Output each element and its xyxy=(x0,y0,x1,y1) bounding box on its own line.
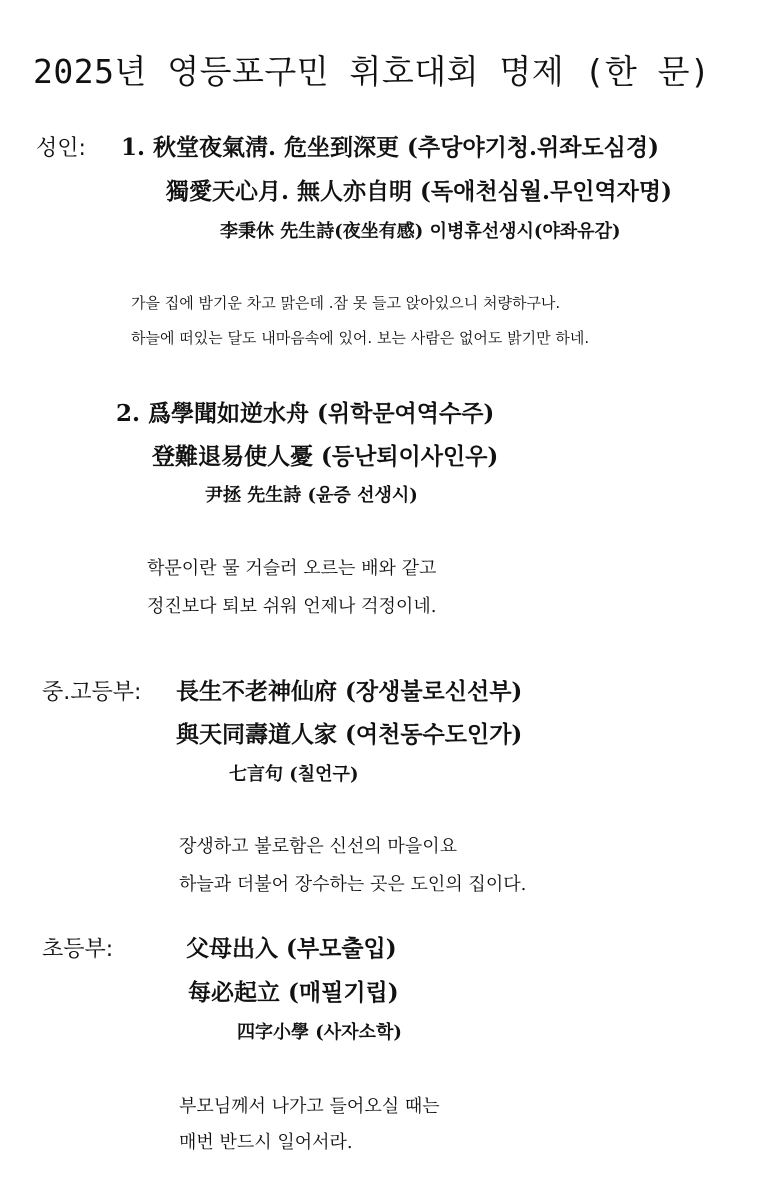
adult-poem2-line2: 登難退易使人憂 (등난퇴이사인우) xyxy=(152,443,499,470)
adult-poem1-translation1: 가을 집에 밤기운 차고 맑은데 .잠 못 들고 앉아있으니 처량하구나. xyxy=(131,294,561,312)
adult-poem2-translation1: 학문이란 물 거슬러 오르는 배와 같고 xyxy=(147,558,437,579)
adult-poem2-author: 尹拯 先生詩 (윤증 선생시) xyxy=(205,485,418,506)
middle-high-line2: 與天同壽道人家 (여천동수도인가) xyxy=(176,721,523,748)
elementary-line1: 父母出入 (부모출입) xyxy=(186,935,397,962)
middle-high-translation1: 장생하고 불로함은 신선의 마을이요 xyxy=(179,836,457,857)
adult-label: 성인: xyxy=(36,136,86,161)
middle-high-author: 七言句 (칠언구) xyxy=(229,764,359,785)
elementary-translation1: 부모님께서 나가고 들어오실 때는 xyxy=(179,1096,440,1117)
page-title: 2025년 영등포구민 휘호대회 명제 (한 문) xyxy=(33,52,711,91)
adult-poem1-translation2: 하늘에 떠있는 달도 내마음속에 있어. 보는 사람은 없어도 밝기만 하네. xyxy=(131,329,590,347)
elementary-translation2: 매번 반드시 일어서라. xyxy=(179,1132,353,1153)
adult-poem1-line1: 1. 秋堂夜氣淸. 危坐到深更 (추당야기청.위좌도심경) xyxy=(121,134,659,161)
middle-high-translation2: 하늘과 더불어 장수하는 곳은 도인의 집이다. xyxy=(179,874,527,895)
adult-poem1-author: 李秉休 先生詩(夜坐有感) 이병휴선생시(야좌유감) xyxy=(220,221,621,242)
middle-high-line1: 長生不老神仙府 (장생불로신선부) xyxy=(176,678,523,705)
adult-poem1-line2: 獨愛天心月. 無人亦自明 (독애천심월.무인역자명) xyxy=(166,178,672,205)
adult-poem2-line1: 2. 爲學聞如逆水舟 (위학문여역수주) xyxy=(116,400,495,427)
elementary-label: 초등부: xyxy=(42,937,114,962)
elementary-author: 四字小學 (사자소학) xyxy=(237,1022,402,1043)
elementary-line2: 每必起立 (매필기립) xyxy=(188,979,399,1006)
middle-high-label: 중.고등부: xyxy=(42,680,142,705)
adult-poem2-translation2: 정진보다 퇴보 쉬워 언제나 걱정이네. xyxy=(147,596,437,617)
